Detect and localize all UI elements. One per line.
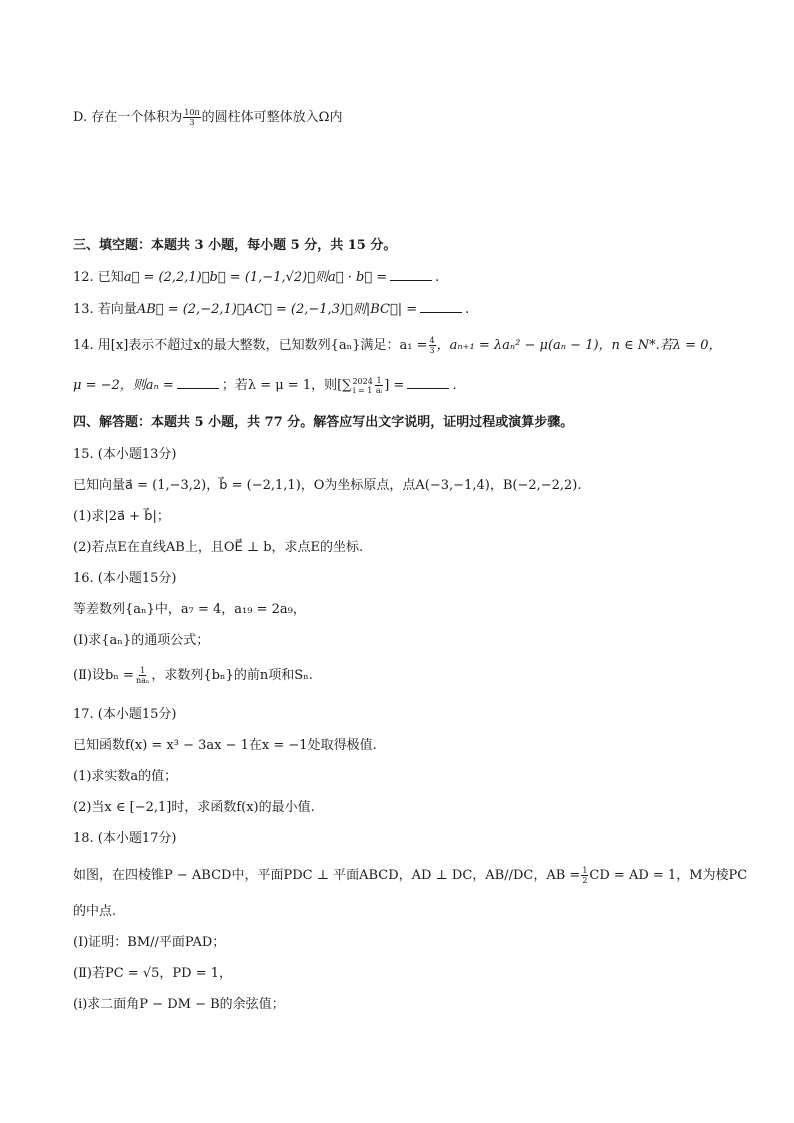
sum-upper: 2024 (352, 376, 373, 386)
q14-prefix: 14. 用[x]表示不超过x的最大整数，已知数列{aₙ}满足：a₁ = (73, 338, 428, 353)
answer-blank[interactable] (390, 268, 432, 281)
fraction (375, 376, 383, 395)
q15-title: 15. (本小题13分) (73, 447, 177, 462)
q16-part2-prefix: (Ⅱ)设bₙ = (73, 668, 134, 683)
q18-body (73, 866, 747, 886)
q16-part2-suffix: ，求数列{bₙ}的前n项和Sₙ. (151, 668, 313, 683)
q13-suffix: . (465, 302, 470, 317)
q18-body-line2: 的中点. (73, 904, 117, 919)
q12-suffix: . (435, 270, 440, 285)
fraction-denominator: naₙ (135, 676, 150, 685)
q13-body: AB⃗ = (2,−2,1)，AC⃗ = (2,−1,3)，则|BC⃗| = (136, 302, 418, 317)
q14-part2: ；若λ = μ = 1，则[∑ (221, 378, 352, 393)
q14-suffix: . (452, 378, 457, 393)
q14-tail: ] = (384, 378, 405, 393)
q18-body-suffix: CD = AD = 1，M为棱PC (589, 868, 748, 883)
answer-blank[interactable] (407, 376, 449, 389)
q12-prefix: 12. 已知 (73, 270, 124, 285)
fraction-numerator: 1 (376, 376, 382, 385)
question-14-line2 (73, 376, 456, 396)
sum-limits (352, 377, 372, 395)
q14-part1: μ = −2，则aₙ = (73, 378, 174, 393)
q15-part1: (1)求|2a⃗ + b⃗|； (73, 509, 170, 524)
fraction-numerator: 10π (184, 108, 200, 117)
q15-part2: (2)若点E在直线AB上，且OE⃗ ⊥ b，求点E的坐标. (73, 540, 364, 555)
q18-title: 18. (本小题17分) (73, 831, 177, 846)
fraction (183, 108, 200, 127)
q17-part1: (1)求实数a的值； (73, 769, 178, 784)
answer-blank[interactable] (177, 376, 219, 389)
fraction (135, 666, 150, 685)
fraction-numerator: 1 (582, 866, 588, 875)
q13-prefix: 13. 若向量 (73, 302, 137, 317)
answer-blank[interactable] (420, 300, 462, 313)
q14-recurrence: ，aₙ₊₁ = λaₙ² − μ(aₙ − 1)，n ∈ N*.若λ = 0， (436, 338, 722, 353)
q16-part2 (73, 666, 313, 686)
fraction-numerator: 1 (140, 666, 146, 675)
fraction-denominator: aᵢ (375, 386, 383, 395)
q16-title: 16. (本小题15分) (73, 571, 177, 586)
option-d-prefix: D. 存在一个体积为 (73, 110, 183, 125)
q18-body-prefix: 如图，在四棱锥P − ABCD中，平面PDC ⊥ 平面ABCD，AD ⊥ DC，AB//DC，AB = (73, 868, 581, 883)
fraction-denominator: 2 (582, 876, 588, 885)
fraction (581, 866, 588, 885)
q17-body: 已知函数f(x) = x³ − 3ax − 1在x = −1处取得极值. (73, 738, 377, 753)
fraction (429, 336, 436, 355)
option-d-suffix: 的圆柱体可整体放入Ω内 (201, 110, 343, 125)
q16-part1: (Ⅰ)求{aₙ}的通项公式； (73, 633, 210, 648)
q17-title: 17. (本小题15分) (73, 707, 177, 722)
sum-lower: i = 1 (352, 385, 373, 395)
q16-body: 等差数列{aₙ}中，a₇ = 4，a₁₉ = 2a₉， (73, 602, 306, 617)
fraction-denominator: 3 (429, 346, 435, 355)
q18-part1: (Ⅰ)证明：BM//平面PAD； (73, 935, 226, 950)
question-14-line1 (73, 336, 721, 356)
question-13 (73, 300, 469, 320)
q18-part2-i: (i)求二面角P − DM − B的余弦值； (73, 997, 285, 1012)
q12-body: a⃗ = (2,2,1)，b⃗ = (1,−1,√2)，则a⃗ · b⃗ = (123, 270, 388, 285)
fraction-numerator: 4 (429, 336, 435, 345)
section-3-heading: 三、填空题：本题共 3 小题，每小题 5 分，共 15 分。 (73, 238, 397, 253)
fraction-denominator: 3 (189, 118, 195, 127)
option-d (73, 108, 342, 128)
q18-part2: (Ⅱ)若PC = √5，PD = 1， (73, 966, 232, 981)
section-4-heading: 四、解答题：本题共 5 小题，共 77 分。解答应写出文字说明，证明过程或演算步骤。 (73, 415, 574, 430)
question-12 (73, 268, 439, 288)
q17-part2: (2)当x ∈ [−2,1]时，求函数f(x)的最小值. (73, 800, 315, 815)
q15-body: 已知向量a⃗ = (1,−3,2)，b⃗ = (−2,1,1)，O为坐标原点，点A(−3,−1,4)，B(−2,−2,2). (73, 478, 582, 493)
